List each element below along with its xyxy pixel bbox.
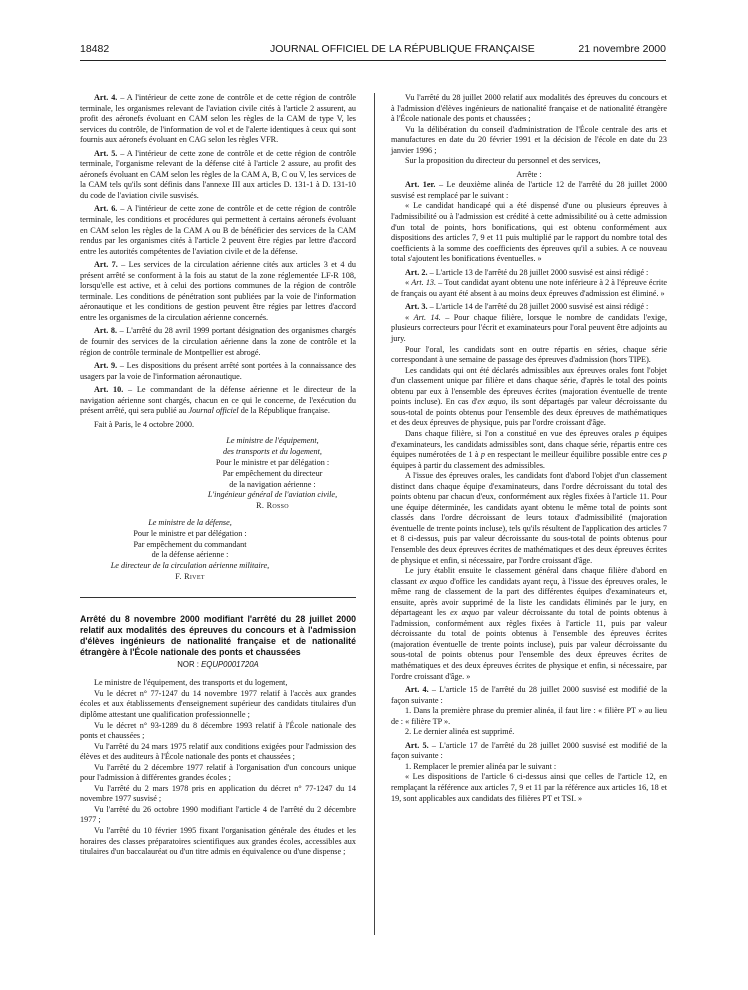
article-3: Art. 3. – L'article 14 de l'arrêté du 28 juillet 2000 susvisé est ainsi rédigé : bbox=[405, 302, 649, 312]
signature-block-1: Le ministre de l'équipement, des transports et du logement, Pour le ministre et par délégation : Par empêchement du directeur de la navigation aérienne : L'ingénieur général de l'aviation civile, R. Rosso bbox=[175, 436, 356, 512]
visa: Vu la délibération du conseil d'administration de l'École centrale des arts et manufactures en date du 20 février 1991 et la décision de l'école en date du 23 janvier 1996 ; bbox=[391, 124, 667, 155]
arrete-heading: Arrête : bbox=[516, 169, 542, 179]
article-1-quote: « Le candidat handicapé qui a été dispensé d'une ou plusieurs épreuves à l'admissibilité ou à l'admission est crédité à cette admissibilité ou à cette admission d'un total de points, hors bonifications, qui est obtenu conformément aux dispositions des articles 7, 9 et 11 puis multiplié par le rapport du nombre total des coefficients à la somme des coefficients des épreuves qu'il a subies. A ce nouveau total s'ajoutent les bonifications éventuelles. » bbox=[391, 201, 667, 264]
visa: Vu l'arrêté du 10 février 1995 fixant l'organisation générale des études et les horaires des classes préparatoires scientifiques aux grandes écoles, accessibles aux titulaires d'un baccalauréat ou d'un titre admis en équivalence ou d'une dispense ; bbox=[80, 825, 356, 857]
visa: Vu l'arrêté du 26 octobre 1990 modifiant l'article 4 de l'arrêté du 2 décembre 1977 ; bbox=[80, 804, 356, 825]
visa: Sur la proposition du directeur du personnel et des services, bbox=[405, 156, 601, 166]
article-5: Art. 5. – L'article 17 de l'arrêté du 28 juillet 2000 susvisé est modifié de la façon suivante : bbox=[391, 740, 667, 761]
article-3-quote: Pour l'oral, les candidats sont en outre répartis en séries, chaque série correspondant à une semaine de passage des épreuves d'admission (hors TIPE). bbox=[391, 344, 667, 365]
article-10: Art. 10. – Le commandant de la défense aérienne et le directeur de la navigation aérienne sont chargés, chacun en ce qui le concerne, de l'exécution du présent arrêté, qui sera publié au Journal officiel de la République française. bbox=[80, 385, 356, 416]
article-7: Art. 7. – Les services de la circulation aérienne cités aux articles 3 et 4 du présent arrêté se conforment à la fois au statut de la zone réglementée LF-R 108, lorsqu'elle est active, et à celui des portions communes de la région de contrôle terminale. Les conditions de pénétration sont publiées par la voie de l'information aéronautique et les conditions de gestion peuvent être régies par lettres d'accord entre les organismes de la circulation aérienne concernés. bbox=[80, 260, 356, 322]
article-3-quote: A l'issue des épreuves orales, les candidats font d'abord l'objet d'un classement distinct dans chaque équipe d'examinateurs, dans l'ordre décroissant du total des points obtenu par chacun d'eux, conformément aux règles fixées à l'article 11. Pour une équipe déterminée, les candidats ayant obtenu le même total de points sont classés dans l'ordre décroissant de leurs totaux d'admissibilité (majoration éventuelle de trente points incluse), tels qu'ils résultent de l'application des articles 7 et 8 ci-dessus, puis par valeur décroissante du sous-total de points obtenus pour l'ensemble des deux épreuves écrites de mathématiques et des deux épreuves écrites de physique et enfin, si nécessaire, par l'ordre croissant d'âge. bbox=[391, 471, 668, 565]
page-header bbox=[80, 43, 666, 59]
nor-reference: NOR : EQUP0001720A bbox=[177, 659, 259, 669]
page-number: 18482 bbox=[80, 43, 110, 55]
journal-title: JOURNAL OFFICIEL DE LA RÉPUBLIQUE FRANÇAISE bbox=[270, 43, 535, 55]
left-column bbox=[80, 93, 356, 858]
signatory-name: R. Rosso bbox=[256, 501, 289, 511]
article-3-quote: Les candidats qui ont été déclarés admissibles aux épreuves orales font l'objet d'un classement unique par filière et dans chaque série, d'après le total des points obtenu par eux à l'ensemble des épreuves écrites (majoration éventuelle de trente points incluse). En cas d'ex æquo, ils sont départagés par valeur décroissante du sous-total de points obtenus pour l'ensemble des deux épreuves de mathématiques et des deux épreuves de physique, puis par l'ordre croissant d'âge. bbox=[391, 365, 667, 428]
article-3-quote: Dans chaque filière, si l'on a constitué en vue des épreuves orales p équipes d'examinateurs, les candidats admissibles sont, dans chaque série, répartis entre ces équipes numérotées de 1 à p en respectant le meilleur équilibre possible entre ces p équipes à partir du classement des admissibles. bbox=[391, 428, 667, 470]
article-3-quote: Le jury établit ensuite le classement général dans chaque filière d'abord en classant ex æquo d'office les candidats ayant reçu, à l'issue des épreuves orales, le même rang de classement de la part des différentes équipes d'examinateurs et, ensuite, après avoir supprimé de la liste les candidats éliminés par le jury, en départageant les ex æquo par valeur décroissante du total de points obtenus à l'admission, conformément aux règles fixées à l'article 11, puis par valeur décroissante du total de points obtenus à l'ensemble des épreuves écrites (majoration éventuelle de trente points incluse), puis par valeur décroissante du sous-total de points obtenus pour l'ensemble des deux épreuves écrites de mathématiques et des deux épreuves écrites de physique et enfin, si nécessaire, par l'ordre croissant d'âge. » bbox=[391, 566, 668, 681]
section-rule bbox=[80, 597, 356, 598]
visa: Vu l'arrêté du 2 mars 1978 pris en application du décret n° 77-1247 du 14 novembre 1977 susvisé ; bbox=[80, 783, 356, 804]
article-3-quote: « Art. 14. – Pour chaque filière, lorsque le nombre de candidats l'exige, plusieurs correcteurs pour l'écrit et examinateurs pour l'oral peuvent être adjoints au jury. bbox=[391, 312, 667, 344]
article-8: Art. 8. – L'arrêté du 28 avril 1999 portant désignation des organismes chargés de fournir des services de la circulation aérienne dans la zone de contrôle et la région de contrôle terminale de Montpellier est abrogé. bbox=[80, 326, 356, 357]
article-5: Art. 5. – A l'intérieur de cette zone de contrôle et de cette région de contrôle terminale, l'organisme relevant de la défense cité à l'article 2 assure, au profit des aéronefs évoluant en CAM selon les règles de la CAM A, B, C ou V, les services de la CAM tels qu'ils sont définis dans l'annexe III aux articles D. 131-1 à D. 131-10 du code de l'aviation civile susvisés. bbox=[80, 148, 356, 200]
visa: Vu l'arrêté du 24 mars 1975 relatif aux conditions exigées pour l'admission des élèves et des auditeurs à l'École nationale des ponts et chaussées ; bbox=[80, 741, 356, 762]
signatory-name: F. Rivet bbox=[175, 571, 205, 581]
article-4-item: 1. Dans la première phrase du premier alinéa, il faut lire : « filière PT » au lieu de : « filière TP ». bbox=[391, 706, 667, 726]
header-rule bbox=[80, 60, 666, 61]
visa: Vu le décret n° 93-1289 du 8 décembre 1993 relatif à l'École nationale des ponts et chaussées ; bbox=[80, 720, 356, 741]
right-column bbox=[391, 93, 667, 804]
column-divider bbox=[374, 93, 375, 935]
article-2: Art. 2. – L'article 13 de l'arrêté du 28 juillet 2000 susvisé est ainsi rédigé : bbox=[405, 267, 649, 277]
article-5-quote: « Les dispositions de l'article 6 ci-dessus ainsi que celles de l'article 12, en remplaçant la référence aux articles 7, 9 et 11 par la référence aux articles 16, 18 et 19, sont applicables aux candidats des filières PT et TSI. » bbox=[391, 772, 667, 803]
visa: Vu l'arrêté du 2 décembre 1977 relatif à l'organisation d'un concours unique pour l'admission à différentes grandes écoles ; bbox=[80, 762, 356, 783]
article-2-quote: « Art. 13. – Tout candidat ayant obtenu une note inférieure à 2 à l'épreuve écrite de français ou ayant été absent à au moins deux épreuves d'admission est éliminé. » bbox=[391, 278, 667, 298]
article-4: Art. 4. – L'article 15 de l'arrêté du 28 juillet 2000 susvisé est modifié de la façon suivante : bbox=[391, 685, 667, 705]
article-4-item: 2. Le dernier alinéa est supprimé. bbox=[405, 727, 515, 737]
article-4: Art. 4. – A l'intérieur de cette zone de contrôle et de cette région de contrôle terminale, les organismes relevant de l'aviation civile cités à l'article 2 assurent, au profit des aéronefs évoluant en CAM selon les règles de la CAM de type V, les services du contrôle, de l'information de vol et de l'alerte identiques à ceux qui sont fournis aux aéronefs évoluant en CAG selon les règles VFR. bbox=[80, 93, 356, 145]
article-9: Art. 9. – Les dispositions du présent arrêté sont portées à la connaissance des usagers par la voie de l'information aéronautique. bbox=[80, 361, 356, 381]
signature-block-2: Le ministre de la défense, Pour le ministre et par délégation : Par empêchement du commandant de la défense aérienne : Le directeur de la circulation aérienne militaire, F. Rivet bbox=[80, 518, 286, 583]
intro-line: Le ministre de l'équipement, des transports et du logement, bbox=[94, 678, 288, 688]
article-1: Art. 1er. – Le deuxième alinéa de l'article 12 de l'arrêté du 28 juillet 2000 susvisé est remplacé par le suivant : bbox=[391, 180, 667, 200]
decree-title: Arrêté du 8 novembre 2000 modifiant l'arrêté du 28 juillet 2000 relatif aux modalités des épreuves du concours et à l'admission d'élèves ingénieurs de nationalité française et de nationalité étrangère à l'École nationale des ponts et chaussées bbox=[80, 613, 356, 657]
article-6: Art. 6. – A l'intérieur de cette zone de contrôle et de cette région de contrôle terminale, les conditions et procédures qui permettent à certains aéronefs évoluant en CAM selon les règles de la CAM A ou B de bénéficier des services de la CAM rendus par les organismes cités à l'article 2 peuvent être régies par lettre d'accord entre les autorités compétentes de l'aviation civile et de la défense. bbox=[80, 204, 356, 256]
visa: Vu le décret n° 77-1247 du 14 novembre 1977 relatif à l'accès aux grandes écoles et aux établissements d'enseignement supérieur des candidats titulaires d'un diplôme attestant une qualification professionnelle ; bbox=[80, 688, 356, 719]
article-5-item: 1. Remplacer le premier alinéa par le suivant : bbox=[405, 761, 557, 771]
issue-date: 21 novembre 2000 bbox=[578, 43, 666, 55]
visa: Vu l'arrêté du 28 juillet 2000 relatif aux modalités des épreuves du concours et à l'admission d'élèves ingénieurs de nationalité française et de nationalité étrangère à l'École nationale des ponts et chaussées ; bbox=[391, 93, 667, 124]
place-date: Fait à Paris, le 4 octobre 2000. bbox=[94, 419, 195, 429]
